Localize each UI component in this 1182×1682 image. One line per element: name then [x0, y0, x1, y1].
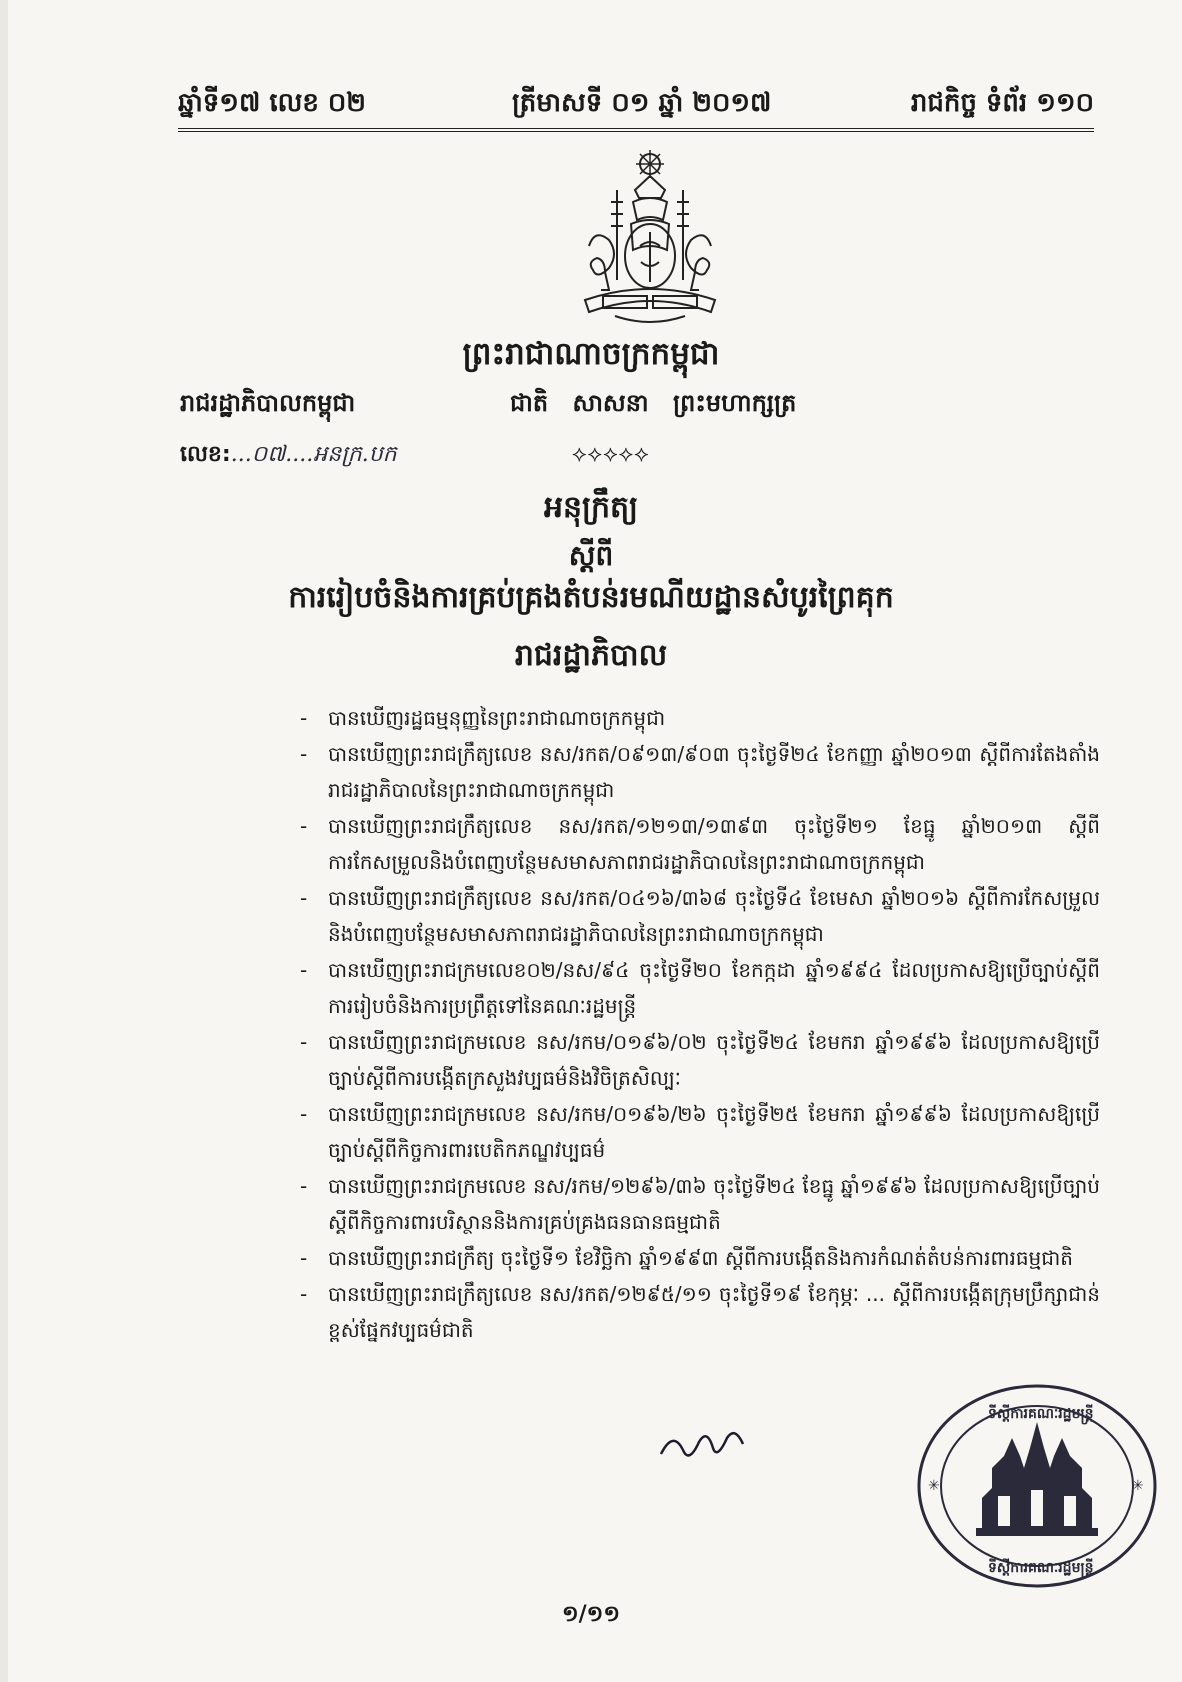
visa-item: - បានឃើញព្រះរាជក្រមលេខ នស/រកម/១២៩៦/៣៦ ចុះថ្ងៃទី២៤ ខែធ្នូ ឆ្នាំ១៩៩៦ ដែលប្រកាសឱ្យប្រើច្បាប់ស្តីពីកិច្ចការពារបរិស្ថាននិងការគ្រប់គ្រងធនធានធម្មជាតិ	[300, 1174, 1100, 1234]
header-quarter: ត្រីមាសទី ០១ ឆ្នាំ ២០១៧	[512, 88, 772, 118]
national-motto: ជាតិ សាសនា ព្រះមហាក្សត្រ	[510, 389, 797, 417]
svg-text:✳: ✳	[928, 1478, 940, 1494]
document-subject: ការរៀបចំនិងការគ្រប់គ្រងតំបន់រមណីយដ្ឋានសំបូរព្រៃគុក	[288, 580, 894, 615]
visa-item: - បានឃើញព្រះរាជក្រឹត្យលេខ នស/រកត/១២៩៥/១១ ចុះថ្ងៃទី១៩ ខែកុម្ភៈ ... ស្តីពីការបង្កើតក្រុមប្រឹក្សាជាន់ខ្ពស់ផ្នែកវប្បធម៌ជាតិ	[300, 1282, 1100, 1342]
svg-text:✳: ✳	[1132, 1478, 1144, 1494]
reference-value: ...០៧....អនក្រ.បក	[230, 442, 397, 467]
header-issue: ឆ្នាំទី១៧ លេខ ០២	[178, 88, 366, 118]
visa-item: - បានឃើញព្រះរាជក្រឹត្យលេខ នស/រកត/០៩១៣/៩០៣ ចុះថ្ងៃទី២៤ ខែកញ្ញា ឆ្នាំ២០១៣ ស្តីពីការតែងតាំងរាជរដ្ឋាភិបាលនៃព្រះរាជាណាចក្រកម្ពុជា	[300, 742, 1100, 802]
svg-text:ទីស្តីការគណៈរដ្ឋមន្ត្រី: ទីស្តីការគណៈរដ្ឋមន្ត្រី	[988, 1406, 1094, 1422]
visa-list	[300, 700, 1100, 1348]
page-number: ១/១១	[562, 1602, 620, 1627]
issuing-authority: រាជរដ្ឋាភិបាល	[514, 638, 668, 673]
visa-item: - បានឃើញរដ្ឋធម្មនុញ្ញនៃព្រះរាជាណាចក្រកម្ពុជា	[300, 706, 666, 730]
visa-item: - បានឃើញព្រះរាជក្រឹត្យ ចុះថ្ងៃទី១ ខែវិច្ឆិកា ឆ្នាំ១៩៩៣ ស្តីពីការបង្កើតនិងការកំណត់តំបន់ការពារធម្មជាតិ	[300, 1246, 1073, 1270]
royal-arms-emblem-icon	[575, 150, 725, 325]
government-name: រាជរដ្ឋាភិបាលកម្ពុជា	[180, 389, 356, 417]
title-about: ស្តីពី	[568, 539, 614, 572]
ornament-divider: ⟡⟡⟡⟡⟡	[572, 442, 650, 467]
initial-signature	[655, 1424, 750, 1468]
running-header	[0, 86, 1182, 130]
header-rule	[178, 128, 1094, 132]
visa-item: - បានឃើញព្រះរាជក្រឹត្យលេខ នស/រកត/១២១៣/១៣៩៣ ចុះថ្ងៃទី២១ ខែធ្នូ ឆ្នាំ២០១៣ ស្តីពីការកែសម្រួលនិងបំពេញបន្ថែមសមាសភាពរាជរដ្ឋាភិបាលនៃព្រះរាជាណាចក្រកម្ពុជា	[300, 814, 1100, 874]
header-gazette-page: រាជកិច្ច ទំព័រ ១១០	[910, 88, 1094, 118]
visa-item: - បានឃើញព្រះរាជក្រមលេខ នស/រកម/០១៩៦/២៦ ចុះថ្ងៃទី២៥ ខែមករា ឆ្នាំ១៩៩៦ ដែលប្រកាសឱ្យប្រើច្បាប់ស្តីពីកិច្ចការពារបេតិកភណ្ឌវប្បធម៌	[300, 1102, 1100, 1162]
visa-item: - បានឃើញព្រះរាជក្រមលេខ០២/នស/៩៤ ចុះថ្ងៃទី២០ ខែកក្កដា ឆ្នាំ១៩៩៤ ដែលប្រកាសឱ្យប្រើច្បាប់ស្តីពីការរៀបចំនិងការប្រព្រឹត្តទៅនៃគណៈរដ្ឋមន្ត្រី	[300, 958, 1100, 1018]
reference-label: លេខ:	[180, 442, 231, 467]
kingdom-heading: ព្រះរាជាណាចក្រកម្ពុជា	[462, 336, 720, 372]
visa-item: - បានឃើញព្រះរាជក្រឹត្យលេខ នស/រកត/០៤១៦/៣៦៨ ចុះថ្ងៃទី៤ ខែមេសា ឆ្នាំ២០១៦ ស្តីពីការកែសម្រួលនិងបំពេញបន្ថែមសមាសភាពរាជរដ្ឋាភិបាលនៃព្រះរាជាណាចក្រកម្ពុជា	[300, 886, 1100, 946]
document-type: អនុក្រឹត្យ	[543, 490, 639, 525]
svg-text:ទីស្តីការគណៈរដ្ឋមន្ត្រី: ទីស្តីការគណៈរដ្ឋមន្ត្រី	[988, 1560, 1094, 1576]
scan-edge	[0, 0, 8, 1682]
reference-number	[180, 440, 397, 472]
official-seal-stamp	[912, 1378, 1162, 1593]
visa-item: - បានឃើញព្រះរាជក្រមលេខ នស/រកម/០១៩៦/០២ ចុះថ្ងៃទី២៤ ខែមករា ឆ្នាំ១៩៩៦ ដែលប្រកាសឱ្យប្រើច្បាប់ស្តីពីការបង្កើតក្រសួងវប្បធម៌និងវិចិត្រសិល្បៈ	[300, 1030, 1100, 1090]
